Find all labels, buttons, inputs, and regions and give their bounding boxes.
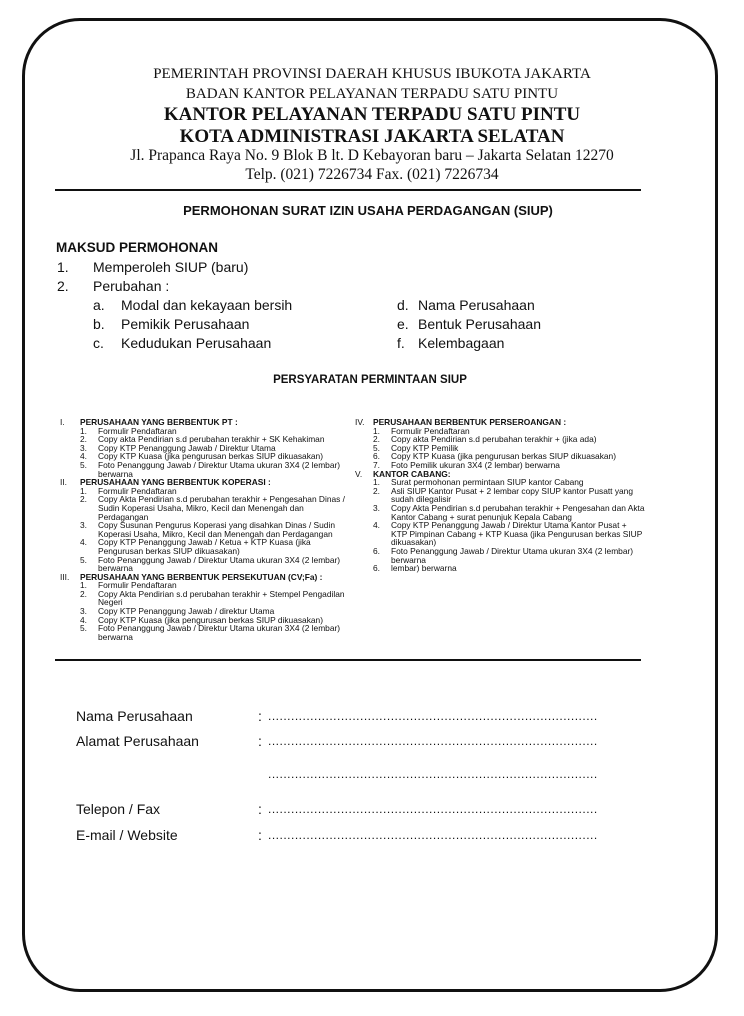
list-item: 4. Copy KTP Kuasa (jika pengurusan berkas SIUP dikuasakan) [80,451,324,462]
change-f-text: Kelembagaan [418,335,505,351]
section-num: V. [355,468,363,479]
change-c-letter: c. [93,335,104,351]
field-sep: : [258,708,262,724]
field-sep: : [258,801,262,817]
field-label-company-name: Nama Perusahaan [76,708,193,724]
header-address: Jl. Prapanca Raya No. 9 Blok B lt. D Kebayoran baru – Jakarta Selatan 12270 [130,147,614,164]
change-f-letter: f. [397,335,405,351]
field-label-email-website: E-mail / Website [76,827,178,843]
list-item: 2. Copy akta Pendirian s.d perubahan terakhir + (jika ada) [373,434,597,445]
section-title: KANTOR CABANG: [373,468,451,479]
section-title: PERUSAHAAN YANG BERBENTUK PERSEKUTUAN (CV;Fa) : [80,571,323,582]
list-item: 7. Foto Pemilik ukuran 3X4 (2 lembar) berwarna [373,459,560,470]
field-sep: : [258,733,262,749]
section-num: III. [60,571,70,582]
change-b-text: Pemikik Perusahaan [121,316,250,332]
requirements-heading: PERSYARATAN PERMINTAAN SIUP [273,374,467,386]
change-a-letter: a. [93,297,105,313]
requirements-left-column [60,418,350,641]
list-item: 5. Foto Penanggung Jawab / Direktur Utama ukuran 3X4 (2 lembar) berwarna [80,554,341,574]
section-title: PERUSAHAAN YANG BERBENTUK KOPERASI : [80,477,271,488]
list-item: 3. Copy KTP Penanggung Jawab / direktur Utama [80,606,275,617]
change-d-letter: d. [397,297,409,313]
header-phone: Telp. (021) 7226734 Fax. (021) 7226734 [245,166,499,183]
phone-fax-field[interactable]: ...................................................................................... [268,802,598,816]
list-item: 1. Formulir Pendaftaran [80,485,177,496]
section-title: PERUSAHAAN BERBENTUK PERSEROANGAN : [373,417,567,427]
section-koperasi [60,478,350,573]
list-item: 3. Copy Susunan Pengurus Koperasi yang disahkan Dinas / Sudin Koperasi Usaha, Mikro, Kecil dan Menengah dan Perdagangan [80,520,335,539]
list-item: 5. Copy KTP Pemilik [373,442,459,453]
section-num: II. [60,477,67,488]
list-item: 3. Copy KTP Penanggung Jawab / Direktur Utama [80,442,276,453]
header-line-1: PEMERINTAH PROVINSI DAERAH KHUSUS IBUKOTA JAKARTA [153,66,591,82]
section-pt [60,418,350,478]
requirements-right-column [355,418,645,573]
field-sep: : [258,827,262,843]
maksud-item-2-text: Perubahan : [93,278,170,294]
change-d-text: Nama Perusahaan [418,297,535,313]
list-item: 6. lembar) berwarna [373,563,457,574]
header-office: KANTOR PELAYANAN TERPADU SATU PINTU [163,104,581,125]
list-item: 1. Formulir Pendaftaran [373,425,470,436]
company-name-field[interactable]: ...................................................................................... [268,709,598,723]
section-num: IV. [355,417,365,427]
list-item: 1. Surat permohonan permintaan SIUP kantor Cabang [373,477,584,488]
change-a-text: Modal dan kekayaan bersih [121,297,293,313]
maksud-heading: MAKSUD PERMOHONAN [56,240,218,255]
header-divider [55,189,641,191]
document-title: PERMOHONAN SURAT IZIN USAHA PERDAGANGAN (SIUP) [183,203,553,218]
section-persekutuan [60,573,350,642]
list-item: 2. Copy akta Pendirian s.d perubahan terakhir + SK Kehakiman [80,434,325,445]
company-address-field-line-2[interactable]: ...................................................................................... [268,767,598,781]
list-item: 1. Formulir Pendaftaran [80,580,177,591]
field-label-company-address: Alamat Perusahaan [76,733,199,749]
list-item: 4. Copy KTP Penanggung Jawab / Ketua + KTP Kuasa (jika Pengurusan berkas SIUP dikuasakan) [80,537,311,556]
list-item: 2. Copy Akta Pendirian s.d perubahan terakhir + Stempel Pengadilan Negeri [80,588,345,608]
email-website-field[interactable]: ...................................................................................... [268,828,598,842]
maksud-item-1-num: 1. [57,259,69,275]
field-label-phone-fax: Telepon / Fax [76,801,161,817]
list-item: 4. Copy KTP Penanggung Jawab / Direktur Utama Kantor Pusat + KTP Pimpinan Cabang + KTP Kuasa (jika Pengurusan berkas SIUP dikuasakan) [373,520,643,548]
section-num: I. [60,417,65,427]
list-item: 5. Foto Penanggung Jawab / Direktur Utama ukuran 3X4 (2 lembar) berwarna [80,623,341,642]
list-item: 5. Foto Penanggung Jawab / Direktur Utama ukuran 3X4 (2 lembar) berwarna [80,459,341,479]
section-kantor-cabang [355,470,645,573]
list-item: 2. Copy Akta Pendirian s.d perubahan terakhir + Pengesahan Dinas / Sudin Koperasi Usaha, Mikro, Kecil dan Menengah dan Perdagangan [80,494,345,522]
change-b-letter: b. [93,316,105,332]
section-perseorangan [355,418,645,470]
maksud-item-2-num: 2. [57,278,69,294]
maksud-item-1-text: Memperoleh SIUP (baru) [93,259,249,275]
section-title: PERUSAHAAN YANG BERBENTUK PT : [80,417,238,427]
header-line-2: BADAN KANTOR PELAYANAN TERPADU SATU PINTU [185,86,559,102]
list-item: 6. Foto Penanggung Jawab / Direktur Utama ukuran 3X4 (2 lembar) berwarna [373,545,634,565]
change-c-text: Kedudukan Perusahaan [121,335,272,351]
change-e-letter: e. [397,316,409,332]
list-item: 6. Copy KTP Kuasa (jika pengurusan berkas SIUP dikuasakan) [373,451,617,462]
list-item: 2. Asli SIUP Kantor Pusat + 2 lembar copy SIUP kantor Pusatt yang sudah dilegalisir [373,485,633,505]
list-item: 1. Formulir Pendaftaran [80,425,177,436]
change-e-text: Bentuk Perusahaan [418,316,541,332]
header-city: KOTA ADMINISTRASI JAKARTA SELATAN [179,126,565,147]
list-item: 4. Copy KTP Kuasa (jika pengurusan berkas SIUP dikuasakan) [80,614,324,625]
company-address-field[interactable]: ...................................................................................... [268,734,598,748]
form-divider [55,659,641,661]
list-item: 3. Copy Akta Pendirian s.d perubahan terakhir + Pengesahan dan Akta Kantor Cabang + surat penunjuk Kepala Cabang [373,502,645,522]
